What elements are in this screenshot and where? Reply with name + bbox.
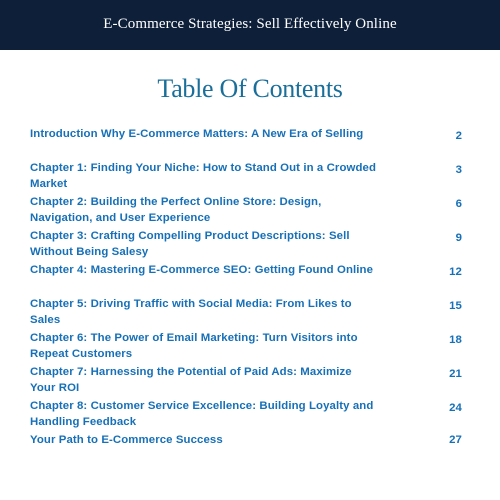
toc-entry-title[interactable]: Chapter 8: Customer Service Excellence: Building Loyalty and Handling Feedback [30,400,374,428]
toc-entry-title[interactable]: Chapter 2: Building the Perfect Online Store: Design, Navigation, and User Experience [30,196,322,224]
toc-entry-page[interactable]: 12 [449,266,462,278]
toc-entry-page[interactable]: 27 [449,434,462,446]
toc-entry-page[interactable]: 3 [455,164,462,176]
toc-entry-page[interactable]: 9 [455,232,462,244]
toc-list [30,126,462,466]
toc-entry-page[interactable]: 18 [449,334,462,346]
header-bar [0,0,500,50]
toc-entry-chapter-7[interactable] [30,364,462,398]
toc-entry-title[interactable]: Chapter 4: Mastering E-Commerce SEO: Getting Found Online [30,264,374,276]
toc-entry-chapter-3[interactable] [30,228,462,262]
toc-entry-page[interactable]: 15 [449,300,462,312]
toc-entry-page[interactable]: 2 [455,130,462,142]
toc-entry-chapter-8[interactable] [30,398,462,432]
toc-entry-title[interactable]: Chapter 5: Driving Traffic with Social Media: From Likes to Sales [30,298,352,326]
toc-entry-introduction[interactable] [30,126,462,160]
toc-entry-title[interactable]: Chapter 3: Crafting Compelling Product Descriptions: Sell Without Being Salesy [30,230,350,258]
toc-entry-title[interactable]: Chapter 1: Finding Your Niche: How to Stand Out in a Crowded Market [30,162,377,190]
toc-entry-title[interactable]: Chapter 6: The Power of Email Marketing: Turn Visitors into Repeat Customers [30,332,358,360]
toc-entry-chapter-6[interactable] [30,330,462,364]
toc-entry-page[interactable]: 21 [449,368,462,380]
document-title: E-Commerce Strategies: Sell Effectively Online [103,15,397,32]
toc-entry-title[interactable]: Your Path to E-Commerce Success [30,434,223,446]
toc-entry-chapter-1[interactable] [30,160,462,194]
toc-entry-conclusion[interactable] [30,432,462,466]
toc-entry-chapter-5[interactable] [30,296,462,330]
toc-entry-chapter-2[interactable] [30,194,462,228]
toc-entry-page[interactable]: 24 [449,402,462,414]
toc-entry-page[interactable]: 6 [455,198,462,210]
toc-entry-title[interactable]: Introduction Why E-Commerce Matters: A New Era of Selling [30,128,364,140]
toc-entry-title[interactable]: Chapter 7: Harnessing the Potential of Paid Ads: Maximize Your ROI [30,366,352,394]
toc-entry-chapter-4[interactable] [30,262,462,296]
toc-heading: Table Of Contents [157,74,343,103]
